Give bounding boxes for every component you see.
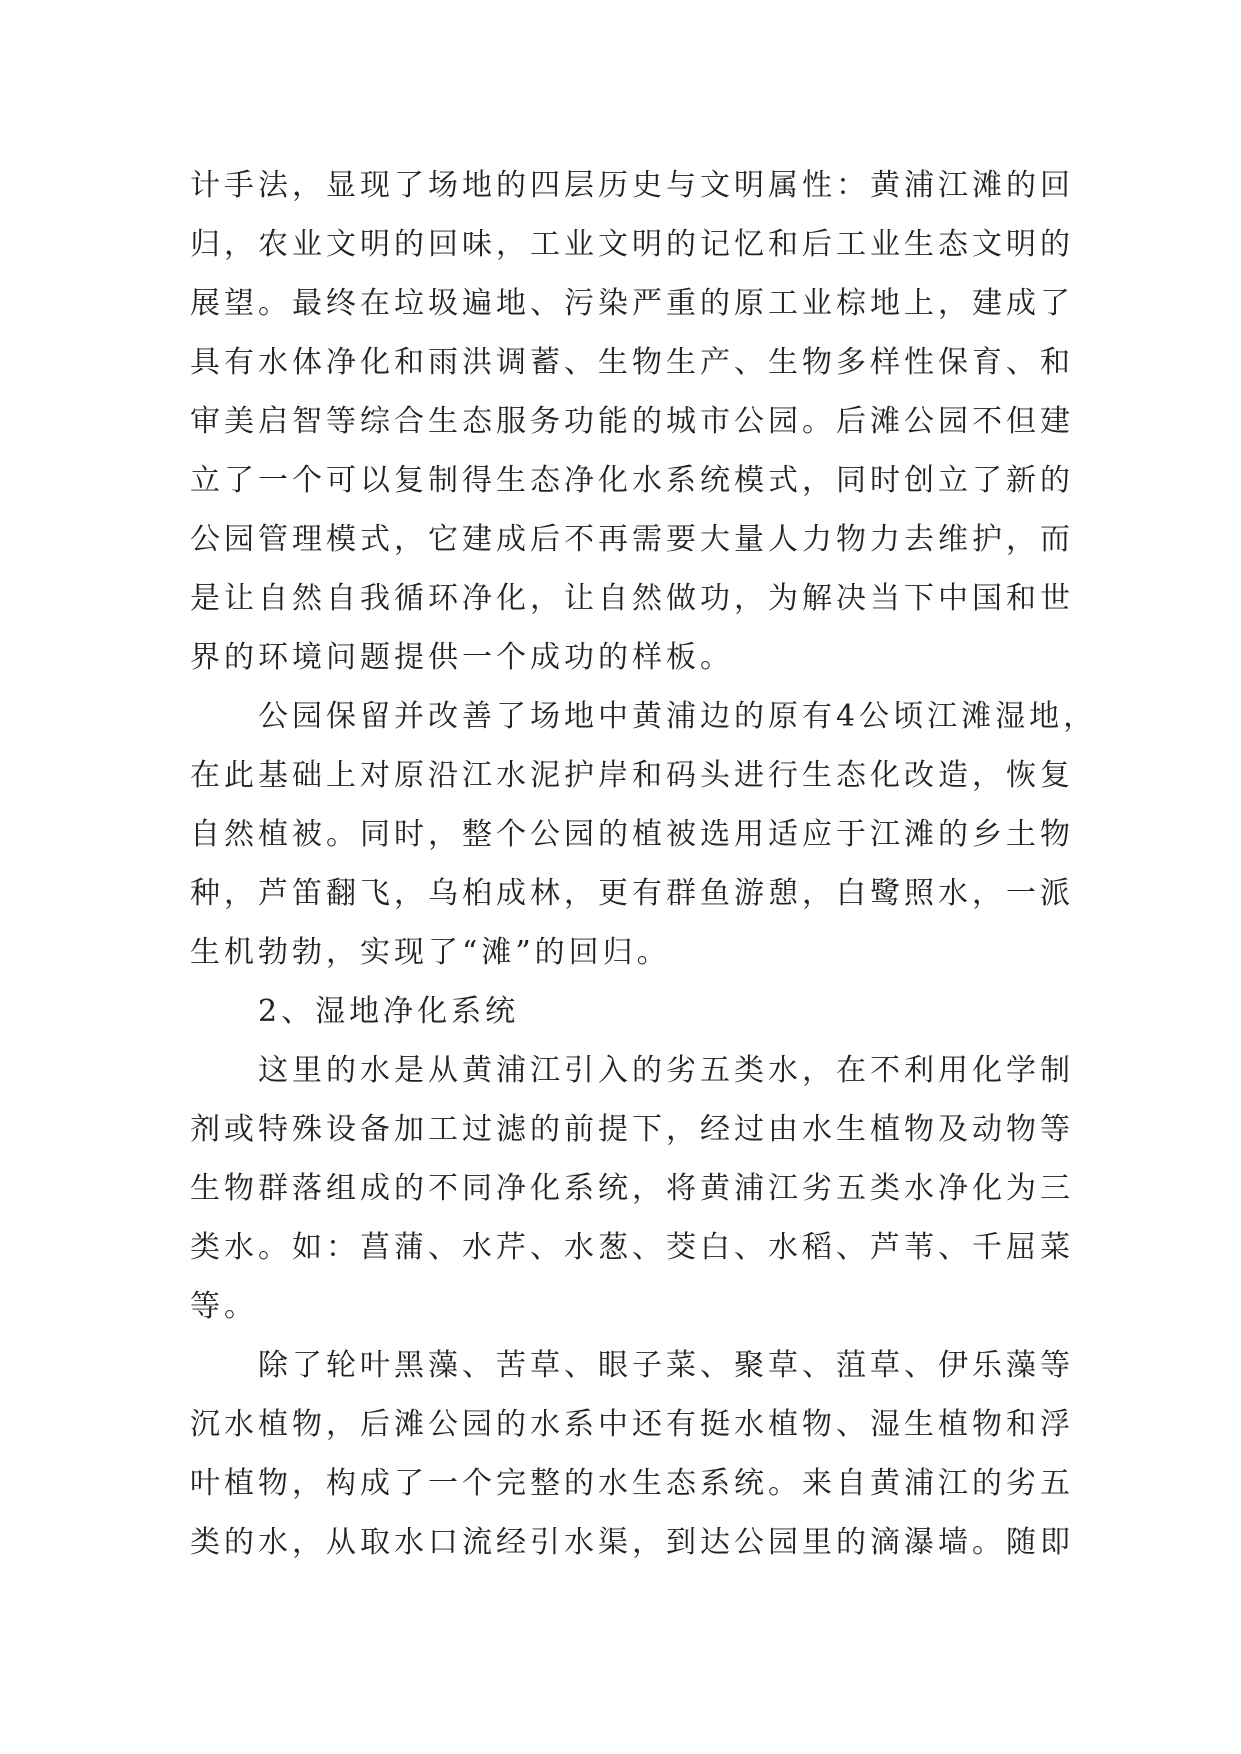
text-line: 在此基础上对原沿江水泥护岸和码头进行生态化改造，恢复 (190, 758, 1074, 793)
text-line: 公园保留并改善了场地中黄浦边的原有4公顷江滩湿地， (190, 699, 1098, 734)
text-line: 具有水体净化和雨洪调蓄、生物生产、生物多样性保育、和 (190, 345, 1074, 380)
text-line: 生物群落组成的不同净化系统，将黄浦江劣五类水净化为三 (190, 1171, 1074, 1206)
text-line: 等。 (190, 1289, 258, 1324)
text-line: 是让自然自我循环净化，让自然做功，为解决当下中国和世 (190, 581, 1074, 616)
text-line: 公园管理模式，它建成后不再需要大量人力物力去维护，而 (190, 522, 1074, 557)
text-line: 除了轮叶黑藻、苦草、眼子菜、聚草、菹草、伊乐藻等 (190, 1348, 1074, 1383)
text-line: 种，芦笛翻飞，乌桕成林，更有群鱼游憩，白鹭照水，一派 (190, 876, 1074, 911)
section-heading: 2、湿地净化系统 (190, 994, 520, 1029)
text-line: 自然植被。同时，整个公园的植被选用适应于江滩的乡土物 (190, 817, 1074, 852)
text-line: 展望。最终在垃圾遍地、污染严重的原工业棕地上，建成了 (190, 286, 1074, 321)
text-line: 这里的水是从黄浦江引入的劣五类水，在不利用化学制 (190, 1053, 1074, 1088)
text-line: 叶植物，构成了一个完整的水生态系统。来自黄浦江的劣五 (190, 1466, 1074, 1501)
text-line: 剂或特殊设备加工过滤的前提下，经过由水生植物及动物等 (190, 1112, 1074, 1147)
text-line: 类水。如：菖蒲、水芹、水葱、茭白、水稻、芦苇、千屈菜 (190, 1230, 1074, 1265)
text-line: 归，农业文明的回味，工业文明的记忆和后工业生态文明的 (190, 227, 1074, 262)
text-line: 界的环境问题提供一个成功的样板。 (190, 640, 734, 675)
body-text (190, 156, 1098, 1572)
text-line: 生机勃勃，实现了“滩”的回归。 (190, 935, 671, 970)
text-line: 立了一个可以复制得生态净化水系统模式，同时创立了新的 (190, 463, 1074, 498)
text-line: 计手法，显现了场地的四层历史与文明属性：黄浦江滩的回 (190, 168, 1074, 203)
text-line: 沉水植物，后滩公园的水系中还有挺水植物、湿生植物和浮 (190, 1407, 1074, 1442)
text-line: 审美启智等综合生态服务功能的城市公园。后滩公园不但建 (190, 404, 1074, 439)
text-line: 类的水，从取水口流经引水渠，到达公园里的滴瀑墙。随即 (190, 1525, 1074, 1560)
